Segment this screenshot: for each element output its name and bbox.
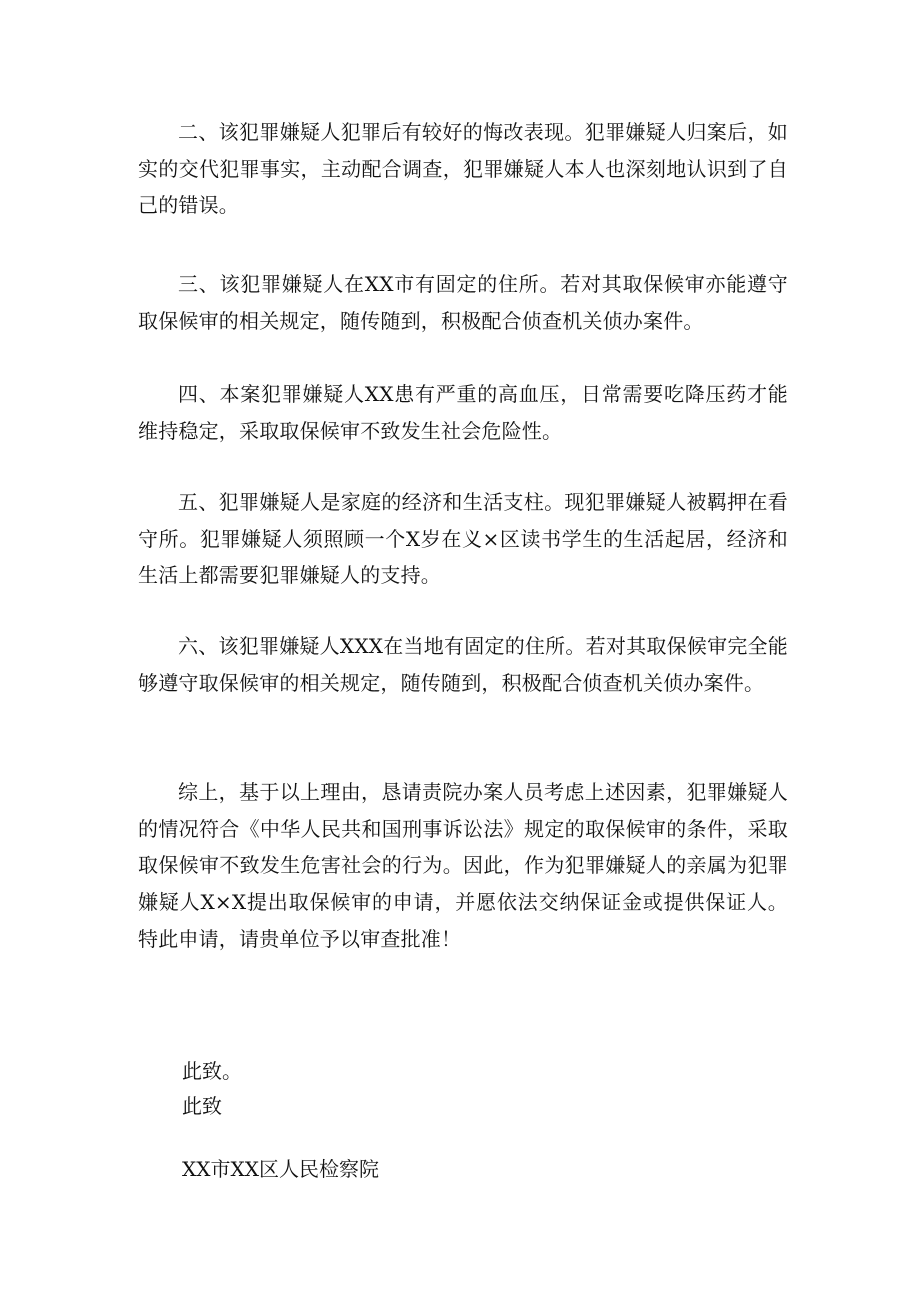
paragraph-point-5: 五、犯罪嫌疑人是家庭的经济和生活支柱。现犯罪嫌疑人被羁押在看守所。犯罪嫌疑人须照顾一个X岁在义×区读书学生的生活起居，经济和生活上都需要犯罪嫌疑人的支持。 <box>138 490 788 588</box>
paragraph-point-6: 六、该犯罪嫌疑人XXX在当地有固定的住所。若对其取保候审完全能够遵守取保候审的相关规定，随传随到，积极配合侦查机关侦办案件。 <box>138 634 788 695</box>
paragraph-conclusion: 综上，基于以上理由，恳请责院办案人员考虑上述因素，犯罪嫌疑人的情况符合《中华人民共和国刑事诉讼法》规定的取保候审的条件，采取取保候审不致发生危害社会的行为。因此，作为犯罪嫌疑人的亲属为犯罪嫌疑人X×X提出取保候审的申请，并愿依法交纳保证金或提供保证人。特此申请，请贵单位予以审查批准！ <box>138 780 788 951</box>
paragraph-point-3: 三、该犯罪嫌疑人在XX市有固定的住所。若对其取保候审亦能遵守取保候审的相关规定，随传随到，积极配合侦查机关侦办案件。 <box>138 272 788 333</box>
paragraph-point-4: 四、本案犯罪嫌疑人XX患有严重的高血压，日常需要吃降压药才能维持稳定，采取取保候审不致发生社会危险性。 <box>138 382 788 443</box>
closing-salutation-1: 此致。 <box>182 1059 242 1083</box>
closing-salutation-2: 此致 <box>182 1094 222 1118</box>
addressee: XX市XX区人民检察院 <box>182 1157 379 1181</box>
paragraph-point-2: 二、该犯罪嫌疑人犯罪后有较好的悔改表现。犯罪嫌疑人归案后，如实的交代犯罪事实，主动配合调查，犯罪嫌疑人本人也深刻地认识到了自己的错误。 <box>138 120 788 218</box>
